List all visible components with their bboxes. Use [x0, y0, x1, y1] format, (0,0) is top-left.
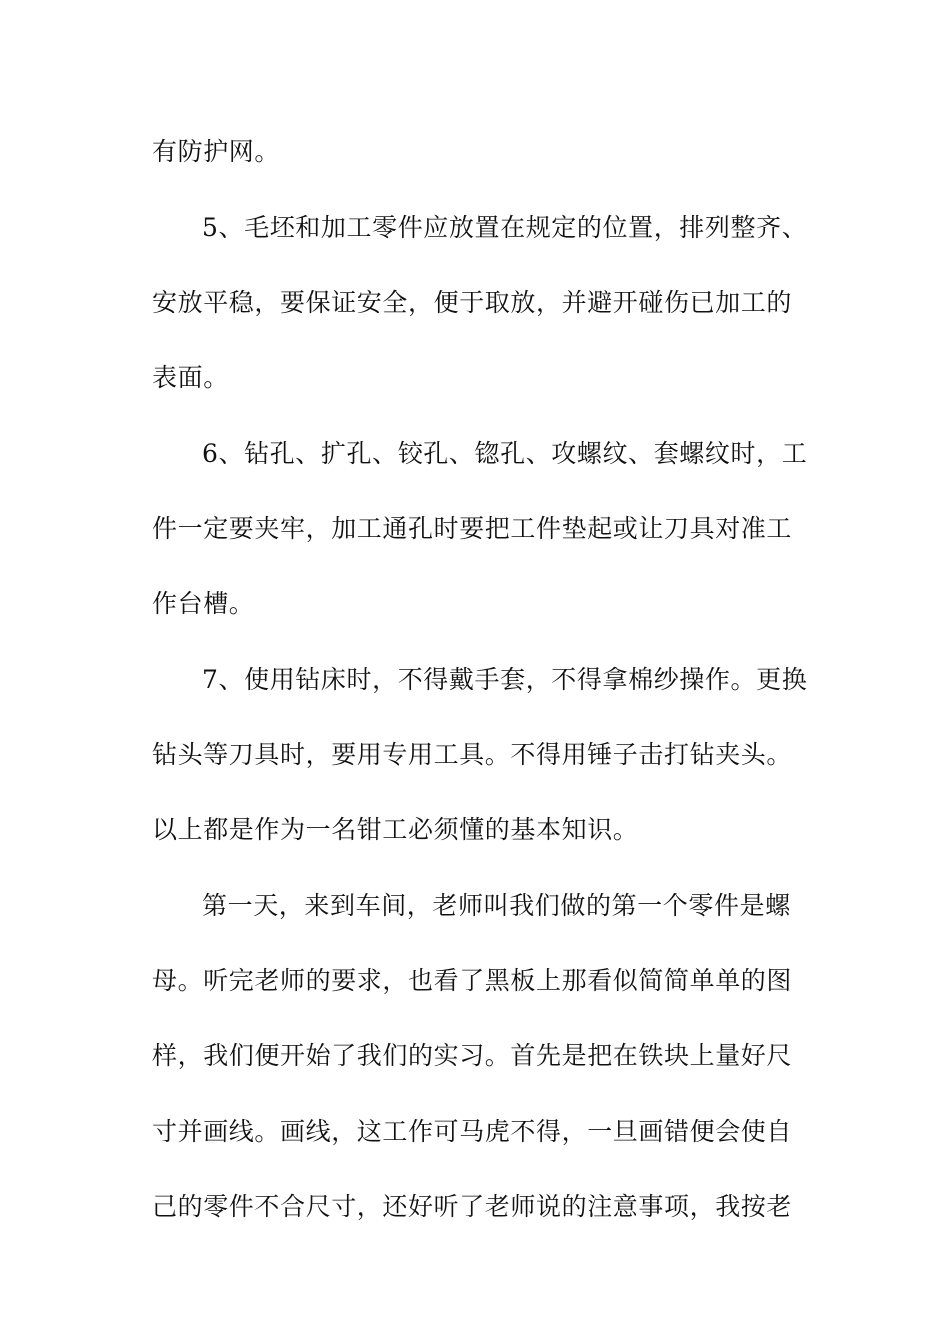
text-line: 7、使用钻床时，不得戴手套，不得拿棉纱操作。更换 — [202, 665, 808, 694]
text-line: 件一定要夹牢，加工通孔时要把工件垫起或让刀具对准工 — [152, 514, 793, 543]
text-line: 有防护网。 — [152, 137, 281, 166]
text-line: 表面。 — [152, 363, 229, 392]
text-line: 以上都是作为一名钳工必须懂的基本知识。 — [152, 815, 639, 844]
text-line: 钻头等刀具时，要用专用工具。不得用锤子击打钻夹头。 — [152, 740, 793, 769]
text-line: 母。听完老师的要求，也看了黑板上那看似简简单单的图 — [152, 966, 793, 995]
text-line: 样，我们便开始了我们的实习。首先是把在铁块上量好尺 — [152, 1041, 793, 1070]
text-line: 6、钻孔、扩孔、铰孔、锪孔、攻螺纹、套螺纹时，工 — [202, 439, 808, 468]
text-line: 作台槽。 — [152, 589, 255, 618]
text-line: 安放平稳，要保证安全，便于取放，并避开碰伤已加工的 — [152, 288, 793, 317]
text-line: 寸并画线。画线，这工作可马虎不得，一旦画错便会使自 — [152, 1117, 793, 1146]
text-line: 己的零件不合尺寸，还好听了老师说的注意事项，我按老 — [152, 1192, 793, 1221]
text-line: 第一天，来到车间，老师叫我们做的第一个零件是螺 — [202, 891, 791, 920]
text-line: 5、毛坯和加工零件应放置在规定的位置，排列整齐、 — [202, 213, 808, 242]
